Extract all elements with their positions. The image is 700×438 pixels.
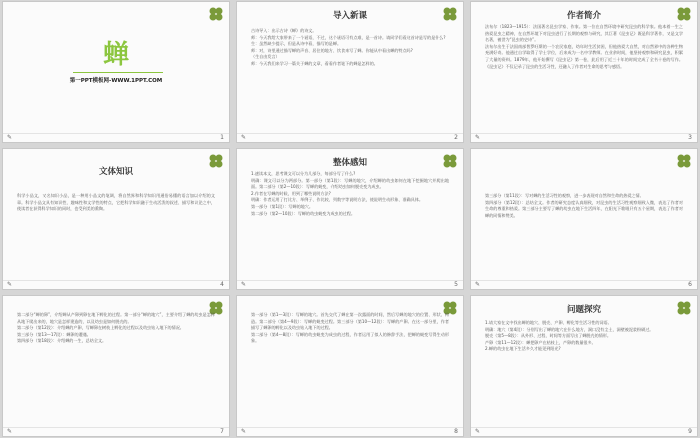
- slide-body-text: 第三部分（第11段）：写对蝉的生活习性的观察，进一步表现对自然和生命的热爱之情。 第四部分（第12段）：总结全文。作者的研究态度认真细致，对昆虫的生活习性观察细致入微，表达了作者对生命的尊重和热爱。第三部分主要写了蝉的幼虫在地下生活四年，在阳光下歌唱只有五个星期，表达了作者对蝉的同情和赞美。: [485, 193, 683, 218]
- slide-number: 8: [454, 428, 458, 435]
- slide-footer: [471, 133, 697, 142]
- slide-footer: [3, 427, 229, 436]
- slide-transition-icon: ✎: [475, 428, 481, 435]
- slide-number: 1: [220, 134, 224, 141]
- slide-thumbnail-2[interactable]: [237, 2, 463, 142]
- slide-transition-icon: ✎: [241, 134, 247, 141]
- slide-footer: [3, 133, 229, 142]
- slide-thumbnail-7[interactable]: [3, 296, 229, 436]
- slide-title: 文体知识: [98, 167, 133, 177]
- slide-number: 6: [688, 281, 692, 288]
- slide-thumbnail-6[interactable]: [471, 149, 697, 289]
- slide-body-text: 第二部分“蝉的卵”，介绍蝉从产卵到卵在地下孵化的过程。第一部分“蝉的地穴”，主要介绍了蝉的幼虫是怎样从地下爬出来的，地穴是怎样建造的，以及幼虫是如何脱壳的。 第二部分（第12段）：介绍蝉的产卵，写蝉卵在树枝上孵化的过程以及幼虫钻入地下的情况。 第三部分（第13—17段）：蝉卵的遭遇。 第四部分（第18段）：介绍蝉的一生，总结全文。: [17, 312, 215, 344]
- slide-thumbnail-8[interactable]: [237, 296, 463, 436]
- slide-title: 作者简介: [566, 11, 601, 21]
- slide-footer: [237, 427, 463, 436]
- slide-number: 3: [688, 134, 692, 141]
- cover-title: 蝉: [102, 40, 129, 70]
- slide-footer: [237, 133, 463, 142]
- cover-site-label: 第一PPT模板网-WWW.1PPT.COM: [69, 78, 163, 84]
- slide-body-text: 1.速读本文，思考课文可以分为几部分，每部分写了什么? 明确：课文可以分为两部分。第一部分（第1段）：写蝉的地穴，介绍蝉的幼虫如何在地下挖掘地穴并爬出地面。第二部分（第2—10段）：写蝉的蜕变，介绍幼虫如何脱壳变为成虫。 2.作者在写蝉的时候，用到了哪些说明方法? 明确：作者运用了打比方、举例子、作比较、列数字等说明方法，使说明生动形象、准确具体。 第一部分（第1段）：写蝉的地穴。 第二部分（第2—10段）：写蝉的幼虫蜕变为成虫的过程。: [251, 171, 449, 216]
- slide-title: 整体感知: [332, 158, 367, 168]
- slide-footer: [471, 427, 697, 436]
- slide-body-text: 法布尔（1823—1915）：法国著名昆虫学家、作家。第一位在自然环境中研究昆虫的科学家。他本着一生之热爱昆虫之精神，在自然环境下对昆虫进行了长期的观察与研究，其巨著《昆虫记》既是科学著作，又是文学名著，被誉为“昆虫的史诗”。 法布尔出生于法国南部普罗旺斯的一个农民家庭，幼年时生活贫困，但他热爱大自然，对自然界中的各种生物充满好奇。他通过自学取得了学士学位，后来成为一名中学教师。在业余时间，他坚持观察和研究昆虫，积累了大量的资料。1879年，他开始撰写《昆虫记》第一卷，此后用了近三十年的时间完成了全书十卷的写作。《昆虫记》不仅记录了昆虫的生活习性，还融入了作者对生命的思考与感悟。: [485, 24, 683, 69]
- slide-transition-icon: ✎: [475, 281, 481, 288]
- slide-transition-icon: ✎: [241, 428, 247, 435]
- slide-transition-icon: ✎: [475, 134, 481, 141]
- slide-thumbnail-9[interactable]: [471, 296, 697, 436]
- slide-footer: [471, 280, 697, 289]
- slide-transition-icon: ✎: [241, 281, 247, 288]
- slide-thumbnail-4[interactable]: [3, 149, 229, 289]
- slide-thumbnail-1[interactable]: [3, 2, 229, 142]
- slide-footer: [3, 280, 229, 289]
- clover-leaf-icon: [676, 153, 692, 169]
- slide-transition-icon: ✎: [7, 134, 13, 141]
- slide-footer: [237, 280, 463, 289]
- slide-title: 问题探究: [566, 305, 601, 315]
- slide-body-text: 科学小品文，又名知识小品，是一种用小品文的笔调，将自然界和科学知识用通俗易懂的语言加以介绍的文章。科学小品文具有知识性、趣味性和文学性的特点，它把科学知识融于生动活泼的叙述、描写和议论之中，使读者在获得科学知识的同时，也受到美的熏陶。: [17, 193, 215, 212]
- slide-number: 9: [688, 428, 692, 435]
- slide-number: 4: [220, 281, 224, 288]
- clover-leaf-icon: [208, 6, 224, 22]
- slide-thumbnail-5[interactable]: [237, 149, 463, 289]
- cover-divider: [73, 72, 163, 73]
- slide-thumbnail-3[interactable]: [471, 2, 697, 142]
- slide-number: 2: [454, 134, 458, 141]
- slide-body-text: 第一部分（第1—3段）：写蝉的地穴。首先交代了蝉在第一次露面的时间，然后写蝉的地穴的位置、形状、构造。第二部分（第4—9段）：写蝉的蜕变过程。第三部分（第10—12段）：写蝉的产卵。在这一部分里，作者描写了蝉卵的孵化以及幼虫钻入地下的过程。 第二部分（第4—8段）：写蝉的幼虫蜕变为成虫的过程，作者运用了拟人的修辞手法，把蝉的蜕变写得生动形象。: [251, 312, 449, 344]
- slide-transition-icon: ✎: [7, 428, 13, 435]
- slide-number: 7: [220, 428, 224, 435]
- slide-transition-icon: ✎: [7, 281, 13, 288]
- slide-title: 导入新课: [332, 11, 367, 21]
- slide-number: 5: [454, 281, 458, 288]
- slide-body-text: 1.请大家在文中找出蝉的地穴、脱壳、产卵、孵化等生活习性的词语。 明确：地穴（第4段）：分别写出了蝉的地穴在什么地方，洞口没有尘土，洞壁被泥浆粉刷过。 脱壳（第5—8段）：从外形、过程、时间等方面写出了蝉脱壳的情形。 产卵（第11—12段）：蝉把卵产在枯枝上，产卵的数量很多。 2.蝉的幼虫在地下生活多久才能见到阳光?: [485, 320, 654, 352]
- slide-body-text: 古诗导入：出示古诗《蝉》的诗文。 师：今天我给大家带来了一个谜语，不过，这个谜语可有点难，是一首诗。请同学们看这首诗是写的是什么? 生：虽然缺少提示，但是从诗中看，描写的是蝉。 师：对，诗里通过描写蝉的声音、居住的地方、饮食来写了蝉。你能从中看出蝉的特点吗? （生自由发言） 师：今天我们来学习一篇关于蝉的文章，看看作者笔下的蝉是怎样的。: [251, 28, 446, 66]
